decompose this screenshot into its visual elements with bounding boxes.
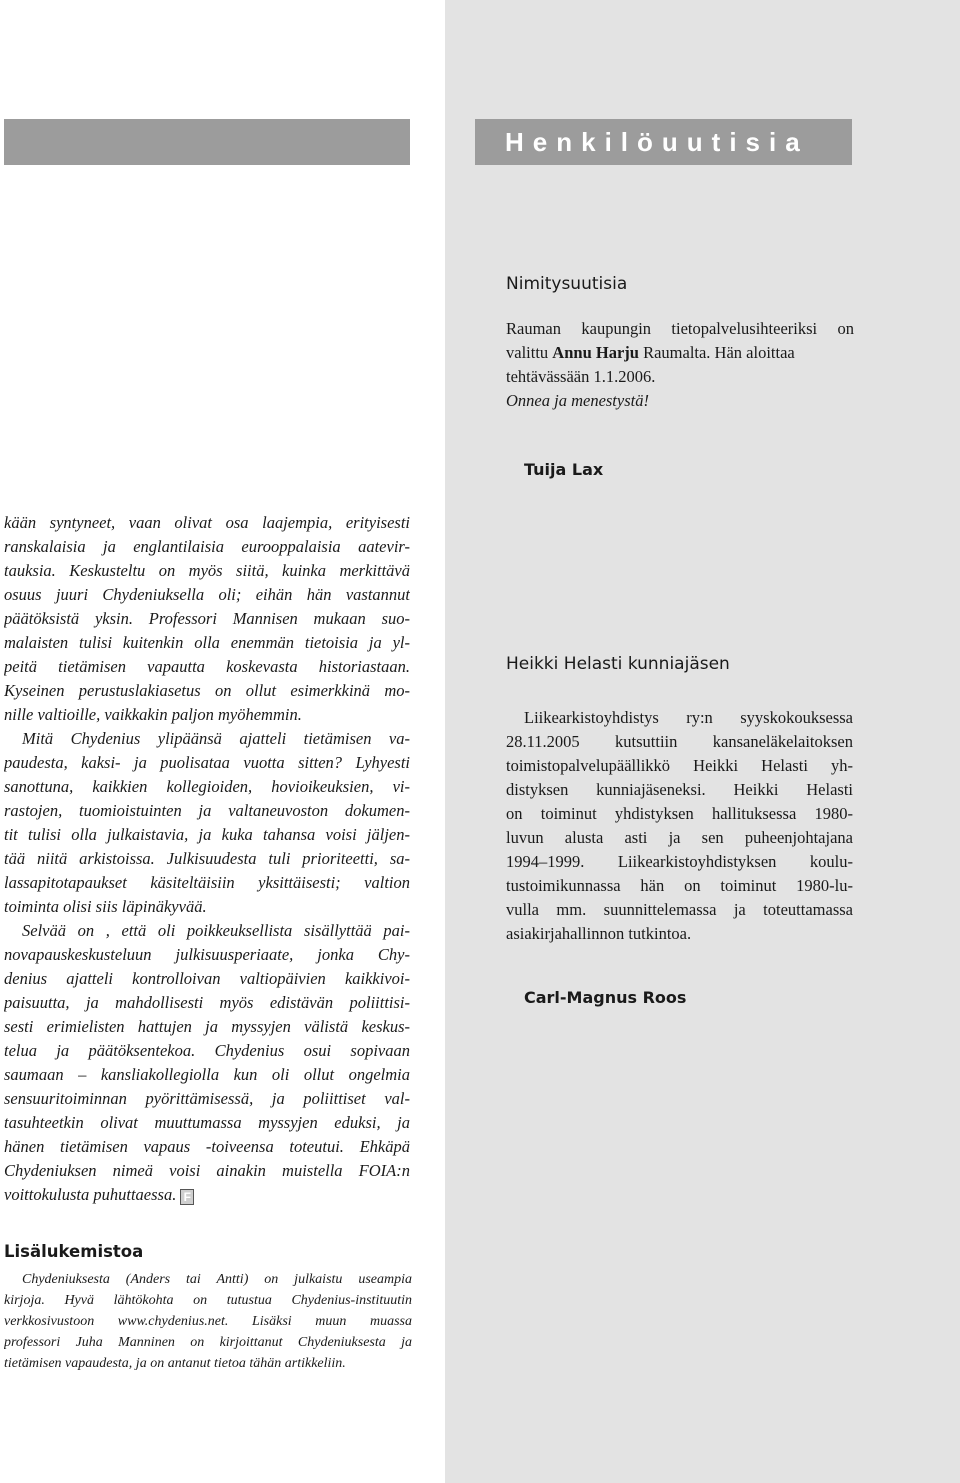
text-line: tustoimikunnassa hän on toiminut 1980-lu-	[506, 876, 853, 895]
text-line: Rauman kaupungin tietopalvelusihteeriksi on	[506, 319, 854, 338]
text-line: Chydeniuksesta (Anders tai Antti) on julkaistu useampia	[22, 1272, 412, 1287]
text-line: voittokulusta puhuttaessa. F	[4, 1183, 410, 1207]
text-line: saumaan – kansliakollegiolla kun oli ollut ongelmia	[4, 1065, 410, 1084]
further-reading-heading: Lisälukemistoa	[4, 1242, 144, 1261]
text-line: malaisten tulisi kuitenkin olla enemmän tietoisia ja yl-	[4, 633, 410, 652]
text-line: telua ja päätöksentekoa. Chydenius osui sopivaan	[4, 1041, 410, 1060]
text-line: tää niitä arkistoissa. Julkisuudesta tuli prioriteetti, sa-	[4, 849, 410, 868]
appointments-text	[506, 317, 854, 413]
text-line: sanottuna, kaikkien kollegioiden, hovioikeuksien, vi-	[4, 777, 410, 796]
text-line: valittu Annu Harju Raumalta. Hän aloittaa	[506, 343, 795, 362]
text-line: tietämisen vapaudesta, ja on antanut tietoa tähän artikkeliin.	[4, 1356, 346, 1371]
text-line: toiminta olisi siis läpinäkyvää.	[4, 897, 207, 916]
text-line: Onnea ja menestystä!	[506, 391, 649, 410]
text-line: tasuhteetkin olivat muuttumassa myssyjen eduksi, ja	[4, 1113, 410, 1132]
text-line: Selvää on , että oli poikkeuksellista sisällyttää pai-	[22, 921, 410, 940]
text-line: lassapitotapaukset käsiteltäisiin yksittäisesti; valtion	[4, 873, 410, 892]
text-line: kirjoja. Hyvä lähtökohta on tutustua Chydenius-instituutin	[4, 1293, 412, 1308]
text-line: nille valtioille, vaikkakin paljon myöhemmin.	[4, 705, 302, 724]
text-line: Mitä Chydenius ylipäänsä ajatteli tietämisen va-	[22, 729, 410, 748]
appointments-signature: Tuija Lax	[524, 460, 604, 479]
honorary-signature: Carl-Magnus Roos	[524, 988, 687, 1007]
further-reading-text	[4, 1269, 412, 1374]
text-line: hänen tietämisen vapaus -toiveensa toteutui. Ehkäpä	[4, 1137, 410, 1156]
text-line: verkkosivustoon www.chydenius.net. Lisäksi muun muassa	[4, 1314, 412, 1329]
text-line: luvun alusta asti ja sen puheenjohtajana	[506, 828, 853, 847]
text-line: tauksia. Keskusteltu on myös siitä, kuinka merkittävä	[4, 561, 410, 580]
text-line: kään syntyneet, vaan olivat osa laajempia, erityisesti	[4, 513, 410, 532]
text-line: Liikearkistoyhdistys ry:n syyskokouksessa	[524, 708, 853, 727]
text-line: päätöksistä yksin. Professori Mannisen mukaan suo-	[4, 609, 410, 628]
text-line: on toiminut yhdistyksen hallituksessa 1980-	[506, 804, 853, 823]
appointee-name: Annu Harju	[552, 343, 639, 362]
text-line: Kyseinen perustuslakiasetus on ollut esimerkkinä mo-	[4, 681, 410, 700]
text-line: denius ajatteli kontrolloivan valtiopäivien kaikkivoi-	[4, 969, 410, 988]
end-mark-icon: F	[180, 1189, 194, 1205]
section-title: Henkilöuutisia	[505, 127, 809, 157]
text-line: 1994–1999. Liikearkistoyhdistyksen koulu-	[506, 852, 853, 871]
text-line: distyksen kunniajäseneksi. Heikki Helasti	[506, 780, 853, 799]
text-line: osuus juuri Chydeniuksella oli; eihän hän vastannut	[4, 585, 410, 604]
text-line: 28.11.2005 kutsuttiin kansaneläkelaitoksen	[506, 732, 853, 751]
article-body	[4, 511, 410, 1207]
text-line: toimistopalvelupäällikkö Heikki Helasti yh-	[506, 756, 853, 775]
appointments-heading: Nimitysuutisia	[506, 274, 628, 294]
text-line: sensuuritoiminnan pyörittämisessä, ja poliittiset val-	[4, 1089, 410, 1108]
honorary-heading: Heikki Helasti kunniajäsen	[506, 654, 730, 674]
left-header-bar	[4, 119, 410, 165]
honorary-text	[506, 706, 853, 946]
text-line: vulla mm. suunnittelemassa ja toteuttamassa	[506, 900, 853, 919]
text-line: rastojen, tuomioistuinten ja valtaneuvoston dokumen-	[4, 801, 410, 820]
text-line: ranskalaisia ja englantilaisia eurooppalaisia aatevir-	[4, 537, 410, 556]
text-line: paudesta, kaksi- ja puolisataa vuotta sitten? Lyhyesti	[4, 753, 410, 772]
text-line: tehtävässään 1.1.2006.	[506, 367, 656, 386]
text-line: Chydeniuksen nimeä voisi ainakin muistella FOIA:n	[4, 1161, 410, 1180]
text-line: sesti erimielisten hattujen ja myssyjen välistä keskus-	[4, 1017, 410, 1036]
text-line: professori Juha Manninen on kirjoittanut Chydeniuksesta ja	[4, 1335, 412, 1350]
text-line: paisuutta, ja mahdollisesti myös edistävän poliittisi-	[4, 993, 410, 1012]
text-line: asiakirjahallinnon tutkintoa.	[506, 924, 692, 943]
text-line: novapauskeskusteluun julkisuusperiaate, jonka Chy-	[4, 945, 410, 964]
text-line: tit tulisi olla julkaistavia, ja kuka tahansa voisi jäljen-	[4, 825, 410, 844]
text-line: peitä tietämisen vapautta koskevasta historiastaan.	[4, 657, 410, 676]
